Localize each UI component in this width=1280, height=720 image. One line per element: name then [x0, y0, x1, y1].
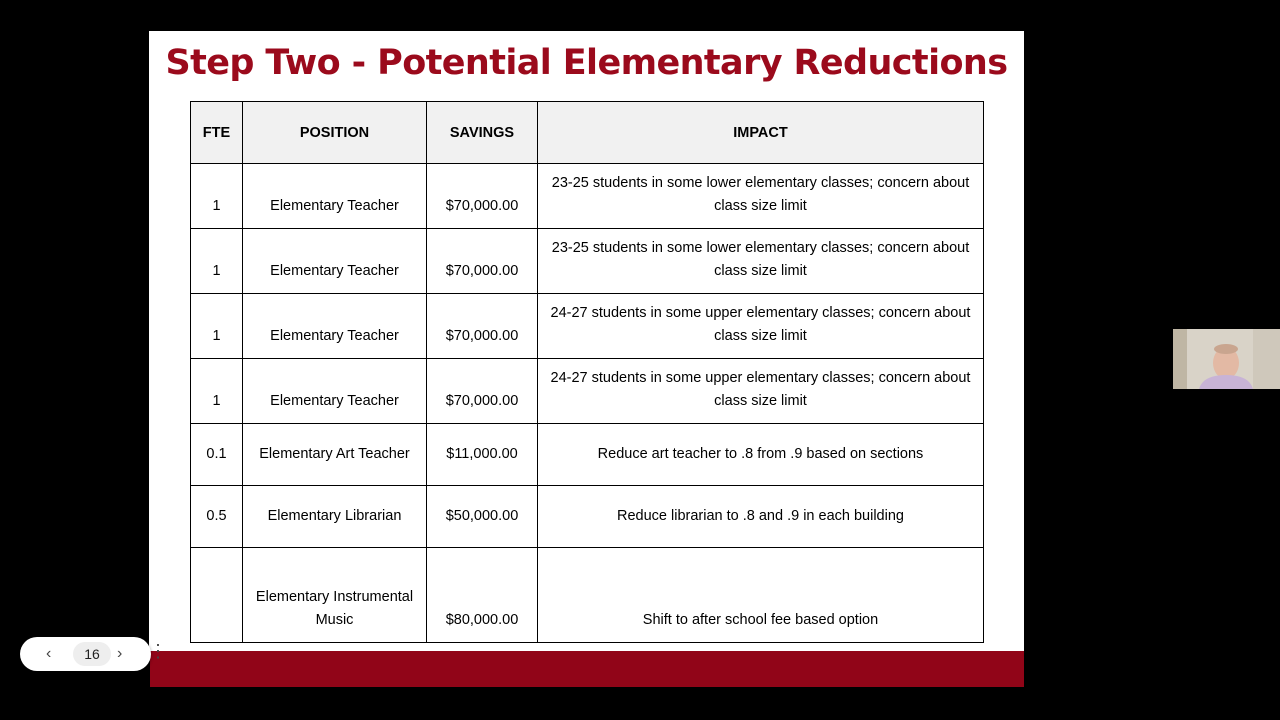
- slide-footer-bar: [150, 651, 1024, 687]
- table-row: [191, 548, 984, 643]
- cell-savings: $80,000.00: [427, 548, 538, 643]
- cell-impact: 24-27 students in some upper elementary classes; concern about class size limit: [538, 294, 984, 359]
- cell-fte: 1: [191, 359, 243, 424]
- cell-savings: $70,000.00: [427, 294, 538, 359]
- more-vert-icon[interactable]: ⋮: [149, 641, 167, 661]
- header-savings: SAVINGS: [427, 102, 538, 164]
- cell-impact: 24-27 students in some upper elementary classes; concern about class size limit: [538, 359, 984, 424]
- table-row: [191, 229, 984, 294]
- reductions-table: [190, 101, 984, 643]
- cell-fte: 0.5: [191, 486, 243, 548]
- table-row: [191, 359, 984, 424]
- cell-position: Elementary Teacher: [243, 229, 427, 294]
- header-position: POSITION: [243, 102, 427, 164]
- cell-savings: $70,000.00: [427, 359, 538, 424]
- cell-savings: $11,000.00: [427, 424, 538, 486]
- header-fte: FTE: [191, 102, 243, 164]
- cell-position: Elementary Teacher: [243, 359, 427, 424]
- table-row: [191, 294, 984, 359]
- chevron-right-icon[interactable]: ›: [117, 645, 123, 662]
- chevron-left-icon[interactable]: ‹: [46, 645, 52, 662]
- cell-fte: 1: [191, 294, 243, 359]
- slide-title: Step Two - Potential Elementary Reductions: [165, 43, 1008, 83]
- cell-savings: $70,000.00: [427, 229, 538, 294]
- cell-position: Elementary Art Teacher: [243, 424, 427, 486]
- table-header-row: [191, 102, 984, 164]
- slide-pager: [20, 637, 167, 671]
- cell-savings: $70,000.00: [427, 164, 538, 229]
- cell-impact: 23-25 students in some lower elementary classes; concern about class size limit: [538, 229, 984, 294]
- table-row: [191, 164, 984, 229]
- webcam-thumbnail: [1173, 329, 1280, 389]
- page-number[interactable]: 16: [73, 642, 111, 666]
- cell-impact: 23-25 students in some lower elementary classes; concern about class size limit: [538, 164, 984, 229]
- cell-fte: 0.1: [191, 424, 243, 486]
- cell-position: Elementary Teacher: [243, 164, 427, 229]
- cell-fte: 1: [191, 164, 243, 229]
- table-row: [191, 486, 984, 548]
- cell-position: Elementary Librarian: [243, 486, 427, 548]
- cell-fte: [191, 548, 243, 643]
- presentation-slide: [149, 31, 1024, 651]
- cell-impact: Shift to after school fee based option: [538, 548, 984, 643]
- cell-impact: Reduce librarian to .8 and .9 in each building: [538, 486, 984, 548]
- table-row: [191, 424, 984, 486]
- cell-position: Elementary Teacher: [243, 294, 427, 359]
- cell-impact: Reduce art teacher to .8 from .9 based on sections: [538, 424, 984, 486]
- cell-savings: $50,000.00: [427, 486, 538, 548]
- header-impact: IMPACT: [538, 102, 984, 164]
- presenter-video-icon: [1173, 329, 1280, 389]
- cell-fte: 1: [191, 229, 243, 294]
- cell-position: Elementary Instrumental Music: [243, 548, 427, 643]
